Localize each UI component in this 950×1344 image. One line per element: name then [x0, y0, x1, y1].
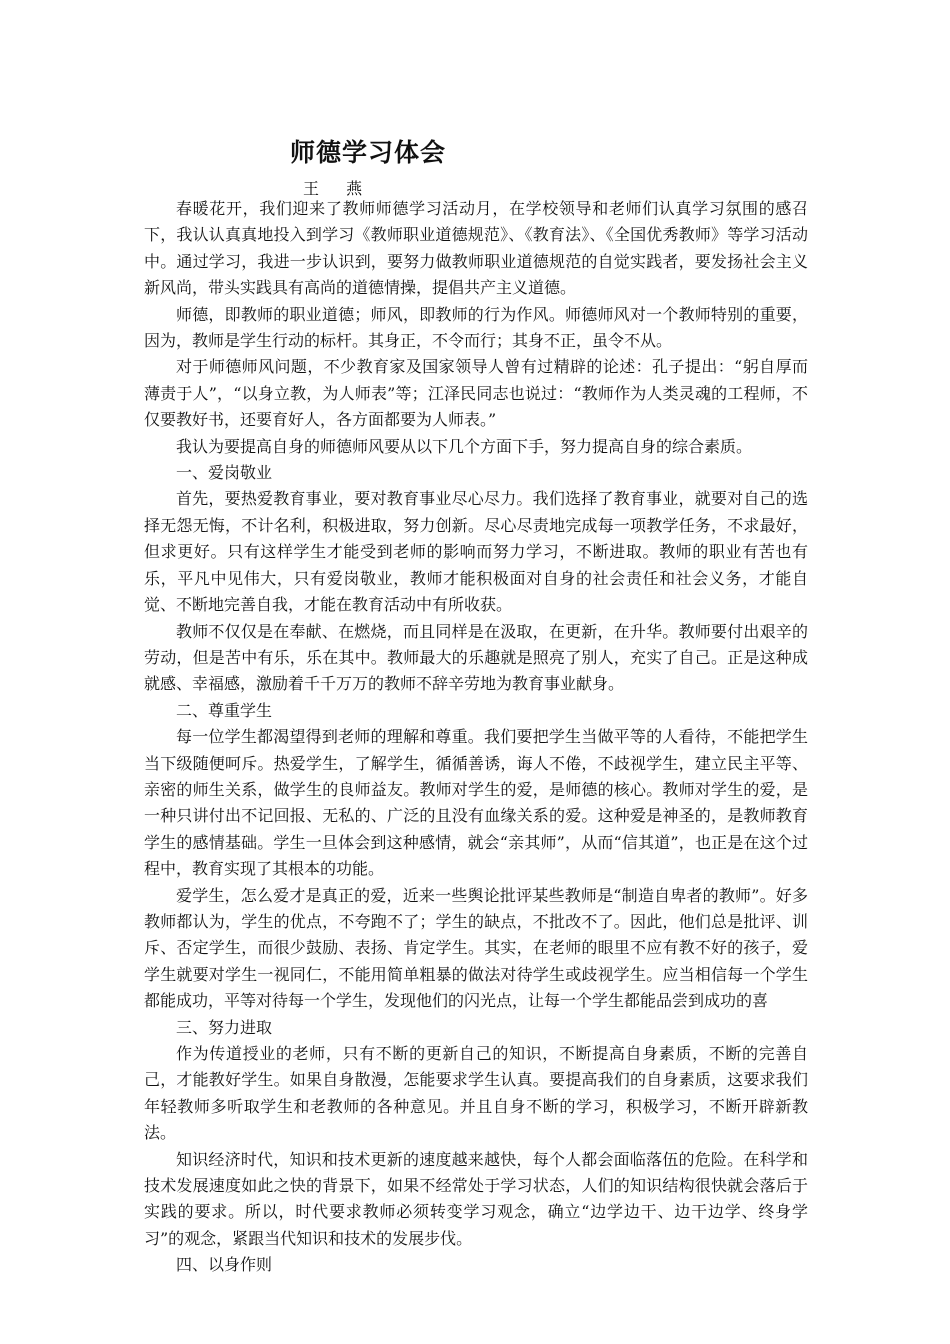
paragraph-section-3b: 知识经济时代，知识和技术更新的速度越来越快，每个人都会面临落伍的危险。在科学和技术发展速度如此之快的背景下，如果不经常处于学习状态，人们的知识结构很快就会落后于实践的要求。所以，时代要求教师必须转变学习观念，确立“边学边干、边干边学、终身学习”的观念，紧跟当代知识和技术的发展步伐。 — [144, 1149, 808, 1248]
paragraph-section-2a: 每一位学生都渴望得到老师的理解和尊重。我们要把学生当做平等的人看待，不能把学生当下级随便呵斥。热爱学生，了解学生，循循善诱，诲人不倦，不歧视学生，建立民主平等、亲密的师生关系，做学生的良师益友。教师对学生的爱，是师德的核心。教师对学生的爱，是一种只讲付出不记回报、无私的、广泛的且没有血缘关系的爱。这种爱是神圣的，是教师教育学生的感情基础。学生一旦体会到这种感情，就会“亲其师”，从而“信其道”，也正是在这个过程中，教育实现了其根本的功能。 — [144, 727, 808, 879]
paragraph-thesis: 我认为要提高自身的师德师风要从以下几个方面下手，努力提高自身的综合素质。 — [176, 436, 753, 456]
paragraph-intro: 春暖花开，我们迎来了教师师德学习活动月，在学校领导和老师们认真学习氛围的感召下，我认认真真地投入到学习《教师职业道德规范》、《教育法》、《全国优秀教师》等学习活动中。通过学习，我进一步认识到，要努力做教师职业道德规范的自觉实践者，要发扬社会主义新风尚，带头实践具有高尚的道德情操，提倡共产主义道德。 — [144, 199, 808, 298]
document-body — [144, 196, 808, 1279]
section-heading-2: 二、尊重学生 — [176, 700, 273, 720]
section-heading-3: 三、努力进取 — [176, 1017, 273, 1037]
paragraph-definition: 师德，即教师的职业道德；师风，即教师的行为作风。师德师风对一个教师特别的重要，因为，教师是学生行动的标杆。其身正，不令而行；其身不正，虽令不从。 — [144, 304, 808, 351]
section-heading-4: 四、以身作则 — [176, 1255, 273, 1275]
paragraph-quotes: 对于师德师风问题，不少教育家及国家领导人曾有过精辟的论述：孔子提出：“躬自厚而薄责于人”，“以身立教，为人师表”等；江泽民同志也说过：“教师作为人类灵魂的工程师，不仅要教好书，还要育好人，各方面都要为人师表。” — [144, 357, 808, 430]
paragraph-section-1a: 首先，要热爱教育事业，要对教育事业尽心尽力。我们选择了教育事业，就要对自己的选择无怨无悔，不计名利，积极进取，努力创新。尽心尽责地完成每一项教学任务，不求最好，但求更好。只有这样学生才能受到老师的影响而努力学习，不断进取。教师的职业有苦也有乐，平凡中见伟大，只有爱岗敬业，教师才能积极面对自身的社会责任和社会义务，才能自觉、不断地完善自我，才能在教育活动中有所收获。 — [144, 489, 808, 615]
paragraph-section-2b: 爱学生，怎么爱才是真正的爱，近来一些舆论批评某些教师是“制造自卑者的教师”。好多教师都认为，学生的优点，不夸跑不了；学生的缺点，不批改不了。因此，他们总是批评、训斥、否定学生，而很少鼓励、表扬、肯定学生。其实，在老师的眼里不应有教不好的孩子，爱学生就要对学生一视同仁，不能用简单粗暴的做法对待学生或歧视学生。应当相信每一个学生都能成功，平等对待每一个学生，发现他们的闪光点，让每一个学生都能品尝到成功的喜 — [144, 885, 808, 1011]
paragraph-section-3a: 作为传道授业的老师，只有不断的更新自己的知识，不断提高自身素质，不断的完善自己，才能教好学生。如果自身散漫，怎能要求学生认真。要提高我们的自身素质，这要求我们年轻教师多听取学生和老教师的各种意见。并且自身不断的学习，积极学习，不断开辟新教法。 — [144, 1044, 808, 1143]
author-name: 王 燕 — [303, 179, 374, 198]
document-title: 师德学习体会 — [290, 138, 447, 167]
paragraph-section-1b: 教师不仅仅是在奉献、在燃烧，而且同样是在汲取，在更新，在升华。教师要付出艰辛的劳动，但是苦中有乐，乐在其中。教师最大的乐趣就是照亮了别人，充实了自己。正是这种成就感、幸福感，激励着千千万万的教师不辞辛劳地为教育事业献身。 — [144, 621, 808, 694]
section-heading-1: 一、爱岗敬业 — [176, 463, 273, 483]
